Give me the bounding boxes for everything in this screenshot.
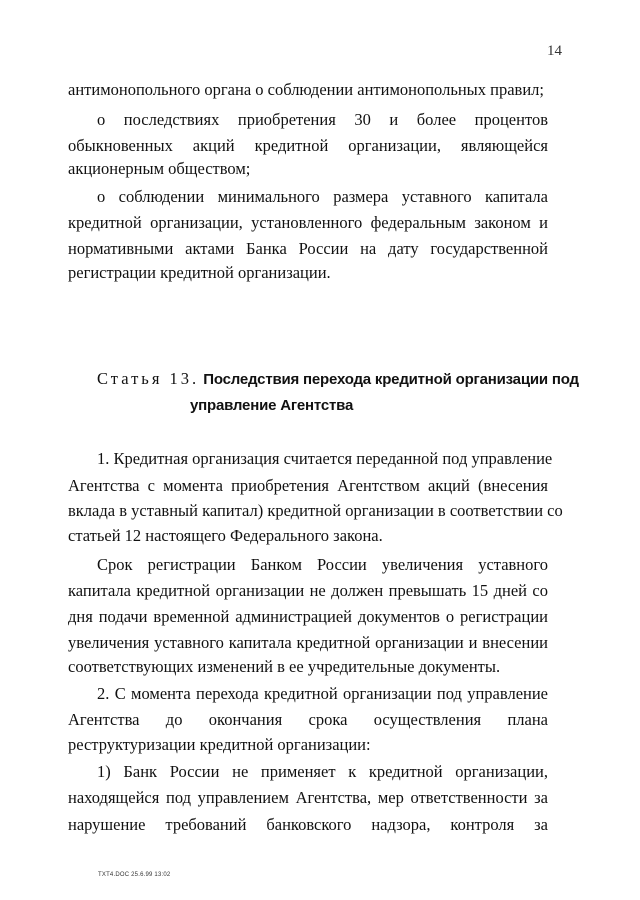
article-title-line2: управление Агентства — [190, 397, 354, 414]
text-line: вклада в уставный капитал) кредитной организации в соответствии со — [68, 501, 563, 520]
text-line: антимонопольного органа о соблюдении антимонопольных правил; — [68, 80, 544, 99]
text-line: кредитной организации, установленного федеральным законом и — [68, 213, 548, 232]
text-line: находящейся под управлением Агентства, мер ответственности за — [68, 788, 548, 807]
text-line: о соблюдении минимального размера уставного капитала — [97, 187, 548, 206]
text-line: нарушение требований банковского надзора, контроля за — [68, 815, 548, 834]
article-heading — [97, 369, 579, 390]
text-line: увеличения уставного капитала кредитной организации и внесении — [68, 633, 548, 652]
text-line: акционерным обществом; — [68, 159, 251, 178]
text-line: Срок регистрации Банком России увеличения уставного — [97, 555, 548, 574]
text-line: регистрации кредитной организации. — [68, 263, 331, 282]
text-line: о последствиях приобретения 30 и более процентов — [97, 110, 548, 129]
text-line: соответствующих изменений в ее учредительные документы. — [68, 657, 501, 676]
article-title-line1: Последствия перехода кредитной организации под — [203, 371, 579, 388]
text-line: нормативными актами Банка России на дату государственной — [68, 239, 548, 258]
text-line: 1) Банк России не применяет к кредитной организации, — [97, 762, 548, 781]
footer-file-stamp: TXT4.DOC 25.6.99 13:02 — [98, 872, 171, 878]
text-line: 1. Кредитная организация считается переданной под управление — [97, 449, 553, 468]
text-line: дня подачи временной администрацией документов о регистрации — [68, 607, 548, 626]
text-line: капитала кредитной организации не должен превышать 15 дней со — [68, 581, 548, 600]
page-number: 14 — [547, 43, 562, 59]
text-line: 2. С момента перехода кредитной организации под управление — [97, 684, 548, 703]
text-line: реструктуризации кредитной организации: — [68, 735, 371, 754]
article-label: Статья 13. — [97, 369, 200, 388]
text-line: обыкновенных акций кредитной организации, являющейся — [68, 136, 548, 155]
text-line: статьей 12 настоящего Федерального закона. — [68, 526, 383, 545]
text-line: Агентства с момента приобретения Агентством акций (внесения — [68, 476, 548, 495]
text-line: Агентства до окончания срока осуществления плана — [68, 710, 548, 729]
